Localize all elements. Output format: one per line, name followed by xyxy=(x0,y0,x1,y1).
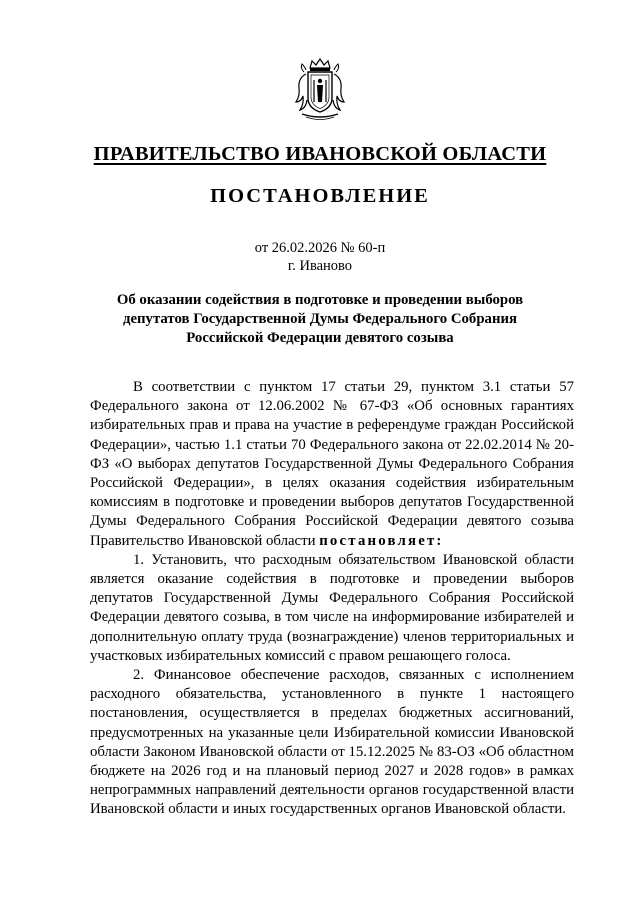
coat-of-arms-icon xyxy=(292,58,348,122)
document-meta xyxy=(0,239,640,275)
item-1-paragraph: 1. Установить, что расходным обязательством Ивановской области является оказание содействия в подготовке и проведении выборов депутатов Государственной Думы Федерального Собрания Российской Федерации девятого созыва, в том числе на информирование избирателей и дополнительную оплату труда (вознаграждение) членов территориальных и участковых избирательных комиссий с правом решающего голоса. xyxy=(90,551,574,664)
document-type-heading: ПОСТАНОВЛЕНИЕ xyxy=(210,185,430,207)
preamble-text: В соответствии с пунктом 17 статьи 29, пунктом 3.1 статьи 57 Федерального закона от 12.06.2002 № 67-ФЗ «Об основных гарантиях избирательных прав и права на участие в референдуме граждан Российской Федерации», частью 1.1 статьи 70 Федерального закона от 22.02.2014 № 20-ФЗ «О выборах депутатов Государственной Думы Федерального Собрания Российской Федерации», в целях оказания содействия избирательным комиссиям в подготовке и проведении выборов депутатов Государственной Думы Федерального Собрания Российской Федерации девятого созыва Правительство Ивановской области xyxy=(90,379,574,549)
preamble-paragraph xyxy=(90,378,574,551)
organization-title: ПРАВИТЕЛЬСТВО ИВАНОВСКОЙ ОБЛАСТИ xyxy=(93,143,547,165)
item-2-paragraph: 2. Финансовое обеспечение расходов, связанных с исполнением расходного обязательства, установленного в пункте 1 настоящего постановления, осуществляется в пределах бюджетных ассигнований, предусмотренных на указанные цели Избирательной комиссии Ивановской области Законом Ивановской области от 15.12.2025 № 83-ОЗ «Об областном бюджете на 2026 год и на плановый период 2027 и 2028 годов» в рамках непрограммных направлений деятельности органов государственной власти Ивановской области и иных государственных органов Ивановской области. xyxy=(90,667,574,818)
city: г. Иваново xyxy=(287,258,353,274)
document-body xyxy=(90,378,574,820)
decree-word: постановляет: xyxy=(319,532,444,549)
date-number: от 26.02.2026 № 60-п xyxy=(254,240,386,256)
document-subject: Об оказании содействия в подготовке и проведении выборов депутатов Государственной Думы Федерального Собрания Российской Федерации девятого созыва xyxy=(116,292,524,346)
